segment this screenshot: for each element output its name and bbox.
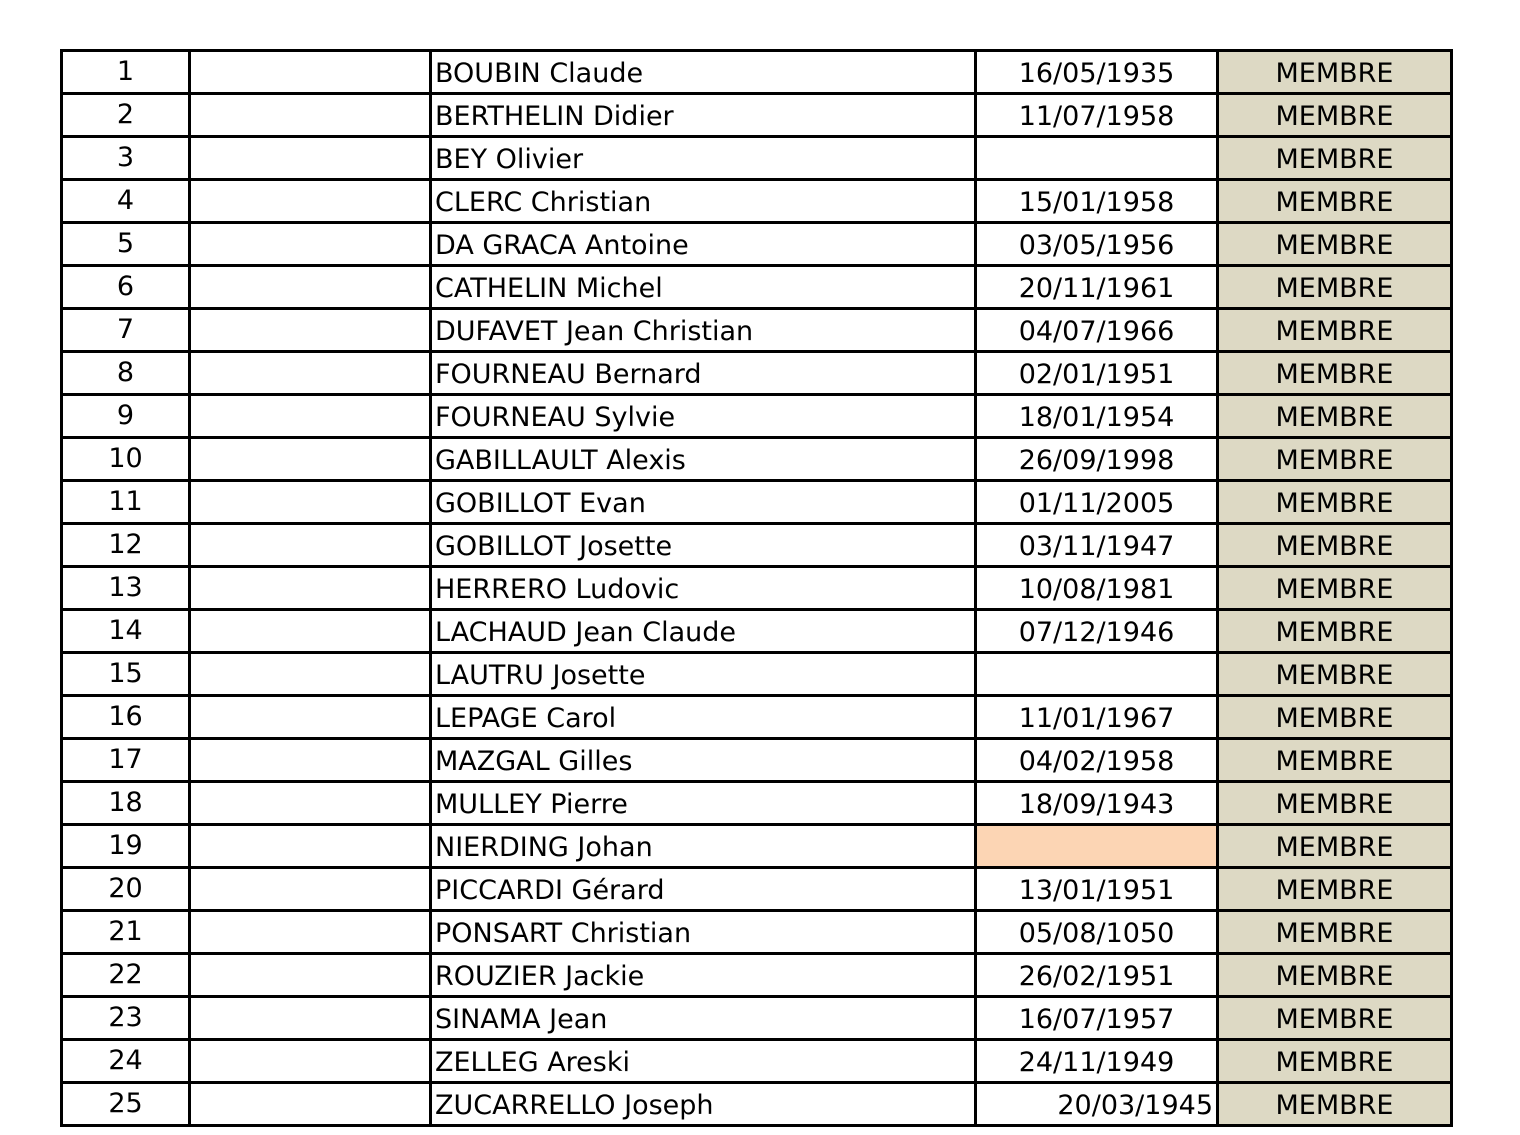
status-cell[interactable]: MEMBRE — [1218, 438, 1452, 481]
member-name-cell[interactable]: PICCARDI Gérard — [431, 868, 976, 911]
birth-date-cell[interactable]: 18/09/1943 — [976, 782, 1218, 825]
member-name-cell[interactable]: HERRERO Ludovic — [431, 567, 976, 610]
table-row — [62, 266, 1452, 309]
status-cell[interactable]: MEMBRE — [1218, 137, 1452, 180]
row-number-cell[interactable]: 10 — [62, 438, 190, 481]
status-cell[interactable]: MEMBRE — [1218, 696, 1452, 739]
status-cell[interactable]: MEMBRE — [1218, 1083, 1452, 1126]
birth-date-cell[interactable]: 16/07/1957 — [976, 997, 1218, 1040]
empty-cell[interactable] — [190, 223, 431, 266]
member-table — [60, 49, 1453, 1127]
status-cell[interactable]: MEMBRE — [1218, 825, 1452, 868]
member-name-cell[interactable]: MAZGAL Gilles — [431, 739, 976, 782]
row-number-cell[interactable]: 20 — [62, 868, 190, 911]
birth-date-cell[interactable] — [976, 825, 1218, 868]
row-number-cell[interactable]: 19 — [62, 825, 190, 868]
member-name-cell[interactable]: FOURNEAU Bernard — [431, 352, 976, 395]
status-cell[interactable]: MEMBRE — [1218, 395, 1452, 438]
status-cell[interactable]: MEMBRE — [1218, 309, 1452, 352]
member-name-cell[interactable]: DA GRACA Antoine — [431, 223, 976, 266]
empty-cell[interactable] — [190, 997, 431, 1040]
status-cell[interactable]: MEMBRE — [1218, 911, 1452, 954]
empty-cell[interactable] — [190, 137, 431, 180]
status-cell[interactable]: MEMBRE — [1218, 94, 1452, 137]
row-number-cell[interactable]: 4 — [62, 180, 190, 223]
row-number-cell[interactable]: 15 — [62, 653, 190, 696]
table-row — [62, 438, 1452, 481]
row-number-cell[interactable]: 2 — [62, 94, 190, 137]
row-number-cell[interactable]: 3 — [62, 137, 190, 180]
row-number-cell[interactable]: 24 — [62, 1040, 190, 1083]
birth-date-cell[interactable]: 03/05/1956 — [976, 223, 1218, 266]
member-name-cell[interactable]: BEY Olivier — [431, 137, 976, 180]
birth-date-cell[interactable]: 04/02/1958 — [976, 739, 1218, 782]
table-row — [62, 223, 1452, 266]
member-sheet — [60, 49, 1450, 1127]
row-number-cell[interactable]: 5 — [62, 223, 190, 266]
status-cell[interactable]: MEMBRE — [1218, 223, 1452, 266]
table-row — [62, 180, 1452, 223]
row-number-cell[interactable]: 23 — [62, 997, 190, 1040]
empty-cell[interactable] — [190, 782, 431, 825]
member-name-cell[interactable]: GOBILLOT Josette — [431, 524, 976, 567]
birth-date-cell[interactable]: 26/09/1998 — [976, 438, 1218, 481]
birth-date-cell[interactable]: 26/02/1951 — [976, 954, 1218, 997]
status-cell[interactable]: MEMBRE — [1218, 653, 1452, 696]
row-number-cell[interactable]: 18 — [62, 782, 190, 825]
row-number-cell[interactable]: 22 — [62, 954, 190, 997]
member-name-cell[interactable]: NIERDING Johan — [431, 825, 976, 868]
table-row — [62, 653, 1452, 696]
birth-date-cell[interactable]: 11/07/1958 — [976, 94, 1218, 137]
status-cell[interactable]: MEMBRE — [1218, 266, 1452, 309]
birth-date-cell[interactable]: 07/12/1946 — [976, 610, 1218, 653]
member-name-cell[interactable]: ZUCARRELLO Joseph — [431, 1083, 976, 1126]
member-name-cell[interactable]: CATHELIN Michel — [431, 266, 976, 309]
row-number-cell[interactable]: 12 — [62, 524, 190, 567]
table-row — [62, 309, 1452, 352]
status-cell[interactable]: MEMBRE — [1218, 610, 1452, 653]
row-number-cell[interactable]: 9 — [62, 395, 190, 438]
empty-cell[interactable] — [190, 911, 431, 954]
birth-date-cell[interactable]: 11/01/1967 — [976, 696, 1218, 739]
empty-cell[interactable] — [190, 739, 431, 782]
row-number-cell[interactable]: 13 — [62, 567, 190, 610]
row-number-cell[interactable]: 17 — [62, 739, 190, 782]
birth-date-cell[interactable]: 01/11/2005 — [976, 481, 1218, 524]
birth-date-cell[interactable]: 18/01/1954 — [976, 395, 1218, 438]
table-row — [62, 481, 1452, 524]
table-row — [62, 1083, 1452, 1126]
member-name-cell[interactable]: LAUTRU Josette — [431, 653, 976, 696]
row-number-cell[interactable]: 11 — [62, 481, 190, 524]
status-cell[interactable]: MEMBRE — [1218, 481, 1452, 524]
member-name-cell[interactable]: SINAMA Jean — [431, 997, 976, 1040]
status-cell[interactable]: MEMBRE — [1218, 567, 1452, 610]
table-row — [62, 825, 1452, 868]
empty-cell[interactable] — [190, 180, 431, 223]
row-number-cell[interactable]: 16 — [62, 696, 190, 739]
table-row — [62, 610, 1452, 653]
member-name-cell[interactable]: BERTHELIN Didier — [431, 94, 976, 137]
table-row — [62, 739, 1452, 782]
empty-cell[interactable] — [190, 1040, 431, 1083]
birth-date-cell[interactable]: 20/03/1945 — [976, 1083, 1218, 1126]
empty-cell[interactable] — [190, 610, 431, 653]
status-cell[interactable]: MEMBRE — [1218, 1040, 1452, 1083]
table-row — [62, 782, 1452, 825]
member-name-cell[interactable]: MULLEY Pierre — [431, 782, 976, 825]
empty-cell[interactable] — [190, 825, 431, 868]
empty-cell[interactable] — [190, 653, 431, 696]
empty-cell[interactable] — [190, 51, 431, 94]
member-name-cell[interactable]: ZELLEG Areski — [431, 1040, 976, 1083]
table-row — [62, 395, 1452, 438]
empty-cell[interactable] — [190, 352, 431, 395]
table-row — [62, 1040, 1452, 1083]
table-row — [62, 51, 1452, 94]
birth-date-cell[interactable]: 05/08/1050 — [976, 911, 1218, 954]
empty-cell[interactable] — [190, 524, 431, 567]
empty-cell[interactable] — [190, 94, 431, 137]
table-row — [62, 567, 1452, 610]
table-row — [62, 94, 1452, 137]
row-number-cell[interactable]: 6 — [62, 266, 190, 309]
empty-cell[interactable] — [190, 954, 431, 997]
row-number-cell[interactable]: 21 — [62, 911, 190, 954]
status-cell[interactable]: MEMBRE — [1218, 997, 1452, 1040]
member-name-cell[interactable]: GOBILLOT Evan — [431, 481, 976, 524]
empty-cell[interactable] — [190, 481, 431, 524]
member-name-cell[interactable]: PONSART Christian — [431, 911, 976, 954]
birth-date-cell[interactable]: 20/11/1961 — [976, 266, 1218, 309]
table-row — [62, 137, 1452, 180]
status-cell[interactable]: MEMBRE — [1218, 954, 1452, 997]
birth-date-cell[interactable]: 15/01/1958 — [976, 180, 1218, 223]
member-name-cell[interactable]: GABILLAULT Alexis — [431, 438, 976, 481]
status-cell[interactable]: MEMBRE — [1218, 868, 1452, 911]
table-row — [62, 954, 1452, 997]
table-row — [62, 352, 1452, 395]
member-name-cell[interactable]: LACHAUD Jean Claude — [431, 610, 976, 653]
empty-cell[interactable] — [190, 696, 431, 739]
table-row — [62, 696, 1452, 739]
member-name-cell[interactable]: BOUBIN Claude — [431, 51, 976, 94]
status-cell[interactable]: MEMBRE — [1218, 782, 1452, 825]
empty-cell[interactable] — [190, 438, 431, 481]
table-row — [62, 524, 1452, 567]
birth-date-cell[interactable]: 16/05/1935 — [976, 51, 1218, 94]
status-cell[interactable]: MEMBRE — [1218, 51, 1452, 94]
empty-cell[interactable] — [190, 567, 431, 610]
member-name-cell[interactable]: FOURNEAU Sylvie — [431, 395, 976, 438]
birth-date-cell[interactable] — [976, 137, 1218, 180]
member-name-cell[interactable]: ROUZIER Jackie — [431, 954, 976, 997]
birth-date-cell[interactable] — [976, 653, 1218, 696]
table-row — [62, 868, 1452, 911]
birth-date-cell[interactable]: 10/08/1981 — [976, 567, 1218, 610]
row-number-cell[interactable]: 7 — [62, 309, 190, 352]
status-cell[interactable]: MEMBRE — [1218, 180, 1452, 223]
birth-date-cell[interactable]: 13/01/1951 — [976, 868, 1218, 911]
empty-cell[interactable] — [190, 1083, 431, 1126]
row-number-cell[interactable]: 1 — [62, 51, 190, 94]
status-cell[interactable]: MEMBRE — [1218, 352, 1452, 395]
member-name-cell[interactable]: DUFAVET Jean Christian — [431, 309, 976, 352]
row-number-cell[interactable]: 8 — [62, 352, 190, 395]
member-name-cell[interactable]: LEPAGE Carol — [431, 696, 976, 739]
empty-cell[interactable] — [190, 309, 431, 352]
status-cell[interactable]: MEMBRE — [1218, 739, 1452, 782]
status-cell[interactable]: MEMBRE — [1218, 524, 1452, 567]
birth-date-cell[interactable]: 04/07/1966 — [976, 309, 1218, 352]
birth-date-cell[interactable]: 02/01/1951 — [976, 352, 1218, 395]
empty-cell[interactable] — [190, 868, 431, 911]
table-row — [62, 997, 1452, 1040]
member-name-cell[interactable]: CLERC Christian — [431, 180, 976, 223]
birth-date-cell[interactable]: 24/11/1949 — [976, 1040, 1218, 1083]
birth-date-cell[interactable]: 03/11/1947 — [976, 524, 1218, 567]
row-number-cell[interactable]: 14 — [62, 610, 190, 653]
member-table-body — [62, 51, 1452, 1126]
empty-cell[interactable] — [190, 395, 431, 438]
empty-cell[interactable] — [190, 266, 431, 309]
table-row — [62, 911, 1452, 954]
row-number-cell[interactable]: 25 — [62, 1083, 190, 1126]
